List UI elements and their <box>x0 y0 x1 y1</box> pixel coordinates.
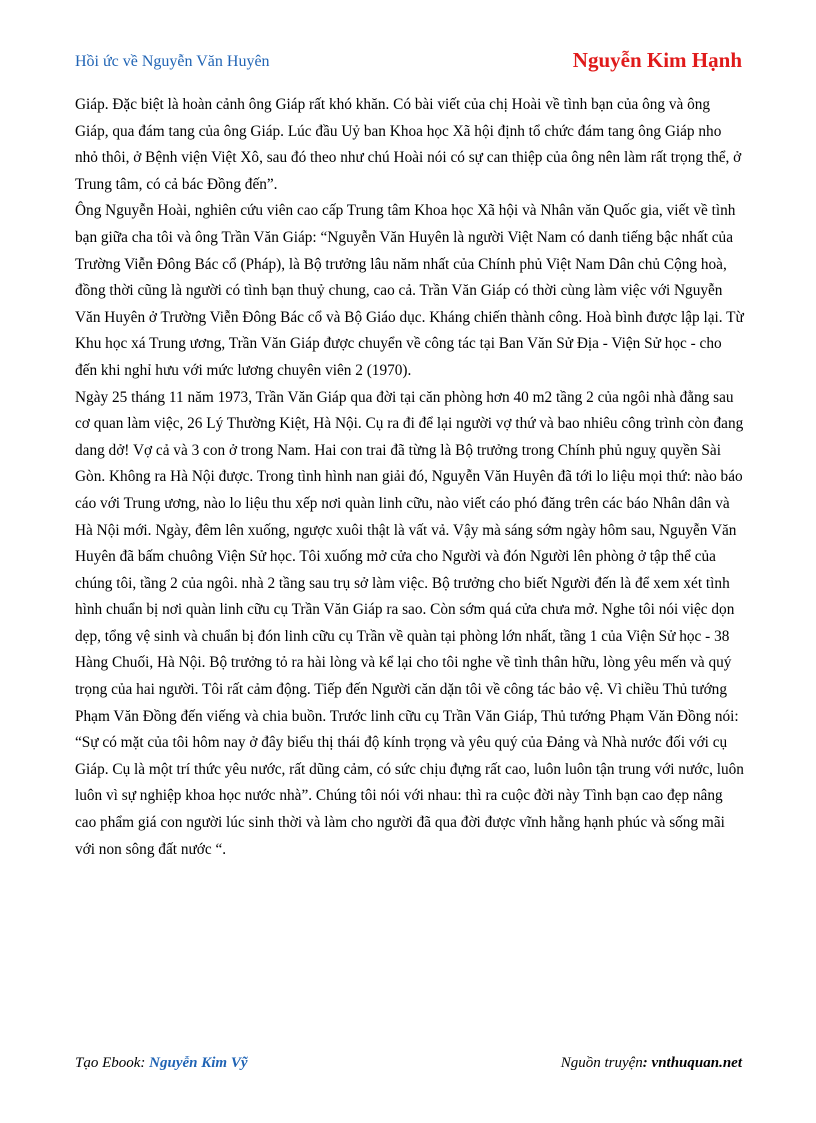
page-footer <box>75 1055 742 1077</box>
footer-ebook-name: Nguyễn Kim Vỹ <box>149 1055 248 1071</box>
footer-source-label: Nguồn truyện <box>560 1055 643 1071</box>
header-author: Nguyễn Kim Hạnh <box>572 48 742 72</box>
page-header <box>75 48 742 78</box>
footer-source-site[interactable]: vnthuquan.net <box>651 1055 742 1071</box>
footer-ebook-label: Tạo Ebook <box>75 1055 141 1071</box>
paragraph-3: Ngày 25 tháng 11 năm 1973, Trần Văn Giáp qua đời tại căn phòng hơn 40 m2 tầng 2 của ngôi nhà đằng sau cơ quan làm việc, 26 Lý Thường Kiệt, Hà Nội. Cụ ra đi để lại người vợ thứ và bao nhiêu công trình còn đang dang dở! Vợ cả và 3 con ở trong Nam. Hai con trai đã từng là Bộ trưởng trong Chính phủ nguỵ quyền Sài Gòn. Không ra Hà Nội được. Trong tình hình nan giải đó, Nguyễn Văn Huyên đã tới lo liệu mọi thứ: nào báo cáo với Trung ương, nào lo liệu thu xếp nơi quàn linh cữu, nào viết cáo phó đăng trên các báo Nhân dân và Hà Nội mới. Ngày, đêm lên xuống, ngược xuôi thật là vất vả. Vậy mà sáng sớm ngày hôm sau, Nguyễn Văn Huyên đã bấm chuông Viện Sử học. Tôi xuống mở cửa cho Người và đón Người lên phòng ở tập thể của chúng tôi, tầng 2 của ngôi. nhà 2 tầng sau trụ sở làm việc. Bộ trưởng cho biết Người đến là để xem xét tình hình chuẩn bị nơi quàn linh cữu cụ Trần Văn Giáp ra sao. Còn sớm quá cửa chưa mở. Nghe tôi nói việc dọn dẹp, tổng vệ sinh và chuẩn bị đón linh cữu cụ Trần về quàn tại phòng lớn nhất, tầng 1 của Viện Sử học - 38 Hàng Chuối, Hà Nội. Bộ trưởng tỏ ra hài lòng và kể lại cho tôi nghe về tình thân hữu, lòng yêu mến và quý trọng của hai người. Tôi rất cảm động. Tiếp đến Người căn dặn tôi về công tác bảo vệ. Vì chiều Thủ tướng Phạm Văn Đồng đến viếng và chia buồn. Trước linh cữu cụ Trần Văn Giáp, Thủ tướng Phạm Văn Đồng nói: “Sự có mặt của tôi hôm nay ở đây biểu thị thái độ kính trọng và yêu quý của Đảng và Nhà nước đối với cụ Giáp. Cụ là một trí thức yêu nước, rất dũng cảm, có sức chịu đựng rất cao, luôn luôn tận trung với nước, luôn luôn vì sự nghiệp khoa học nước nhà”. Chúng tôi nói với nhau: thì ra cuộc đời này Tình bạn cao đẹp nâng cao phẩm giá con người lúc sinh thời và làm cho người đã qua đời được vĩnh hằng hạnh phúc và sống mãi với non sông đất nước “. <box>75 388 744 858</box>
paragraph-1: Giáp. Đặc biệt là hoàn cảnh ông Giáp rất khó khăn. Có bài viết của chị Hoài về tình bạn của ông và ông Giáp, qua đám tang của ông Giáp. Lúc đầu Uỷ ban Khoa học Xã hội định tổ chức đám tang ông Giáp nho nhỏ thôi, ở Bệnh viện Việt Xô, sau đó theo như chú Hoài nói có sự can thiệp của ông nên làm rất trọng thể, ở Trung tâm, có cả bác Đồng đến”. <box>75 96 742 193</box>
document-body <box>75 92 745 863</box>
paragraph-2: Ông Nguyễn Hoài, nghiên cứu viên cao cấp Trung tâm Khoa học Xã hội và Nhân văn Quốc gia, viết về tình bạn giữa cha tôi và ông Trần Văn Giáp: “Nguyễn Văn Huyên là người Việt Nam có danh tiếng bậc nhất của Trường Viễn Đông Bác cổ (Pháp), là Bộ trưởng lâu năm nhất của Chính phủ Việt Nam Dân chủ Cộng hoà, đồng thời cũng là người có tình bạn thuỷ chung, cao cả. Trần Văn Giáp có thời cùng làm việc với Nguyễn Văn Huyên ở Trường Viễn Đông Bác cổ và Bộ Giáo dục. Kháng chiến thành công. Hoà bình được lập lại. Từ Khu học xá Trung ương, Trần Văn Giáp được chuyển về công tác tại Ban Văn Sử Địa - Viện Sử học - cho đến khi nghỉ hưu với mức lương chuyên viên 2 (1970). <box>75 202 744 379</box>
footer-source-credit <box>561 1055 742 1072</box>
footer-source-separator: : <box>642 1055 652 1071</box>
footer-ebook-separator: : <box>140 1055 150 1071</box>
footer-ebook-credit <box>75 1055 248 1072</box>
header-book-title: Hồi ức về Nguyễn Văn Huyên <box>75 53 270 70</box>
